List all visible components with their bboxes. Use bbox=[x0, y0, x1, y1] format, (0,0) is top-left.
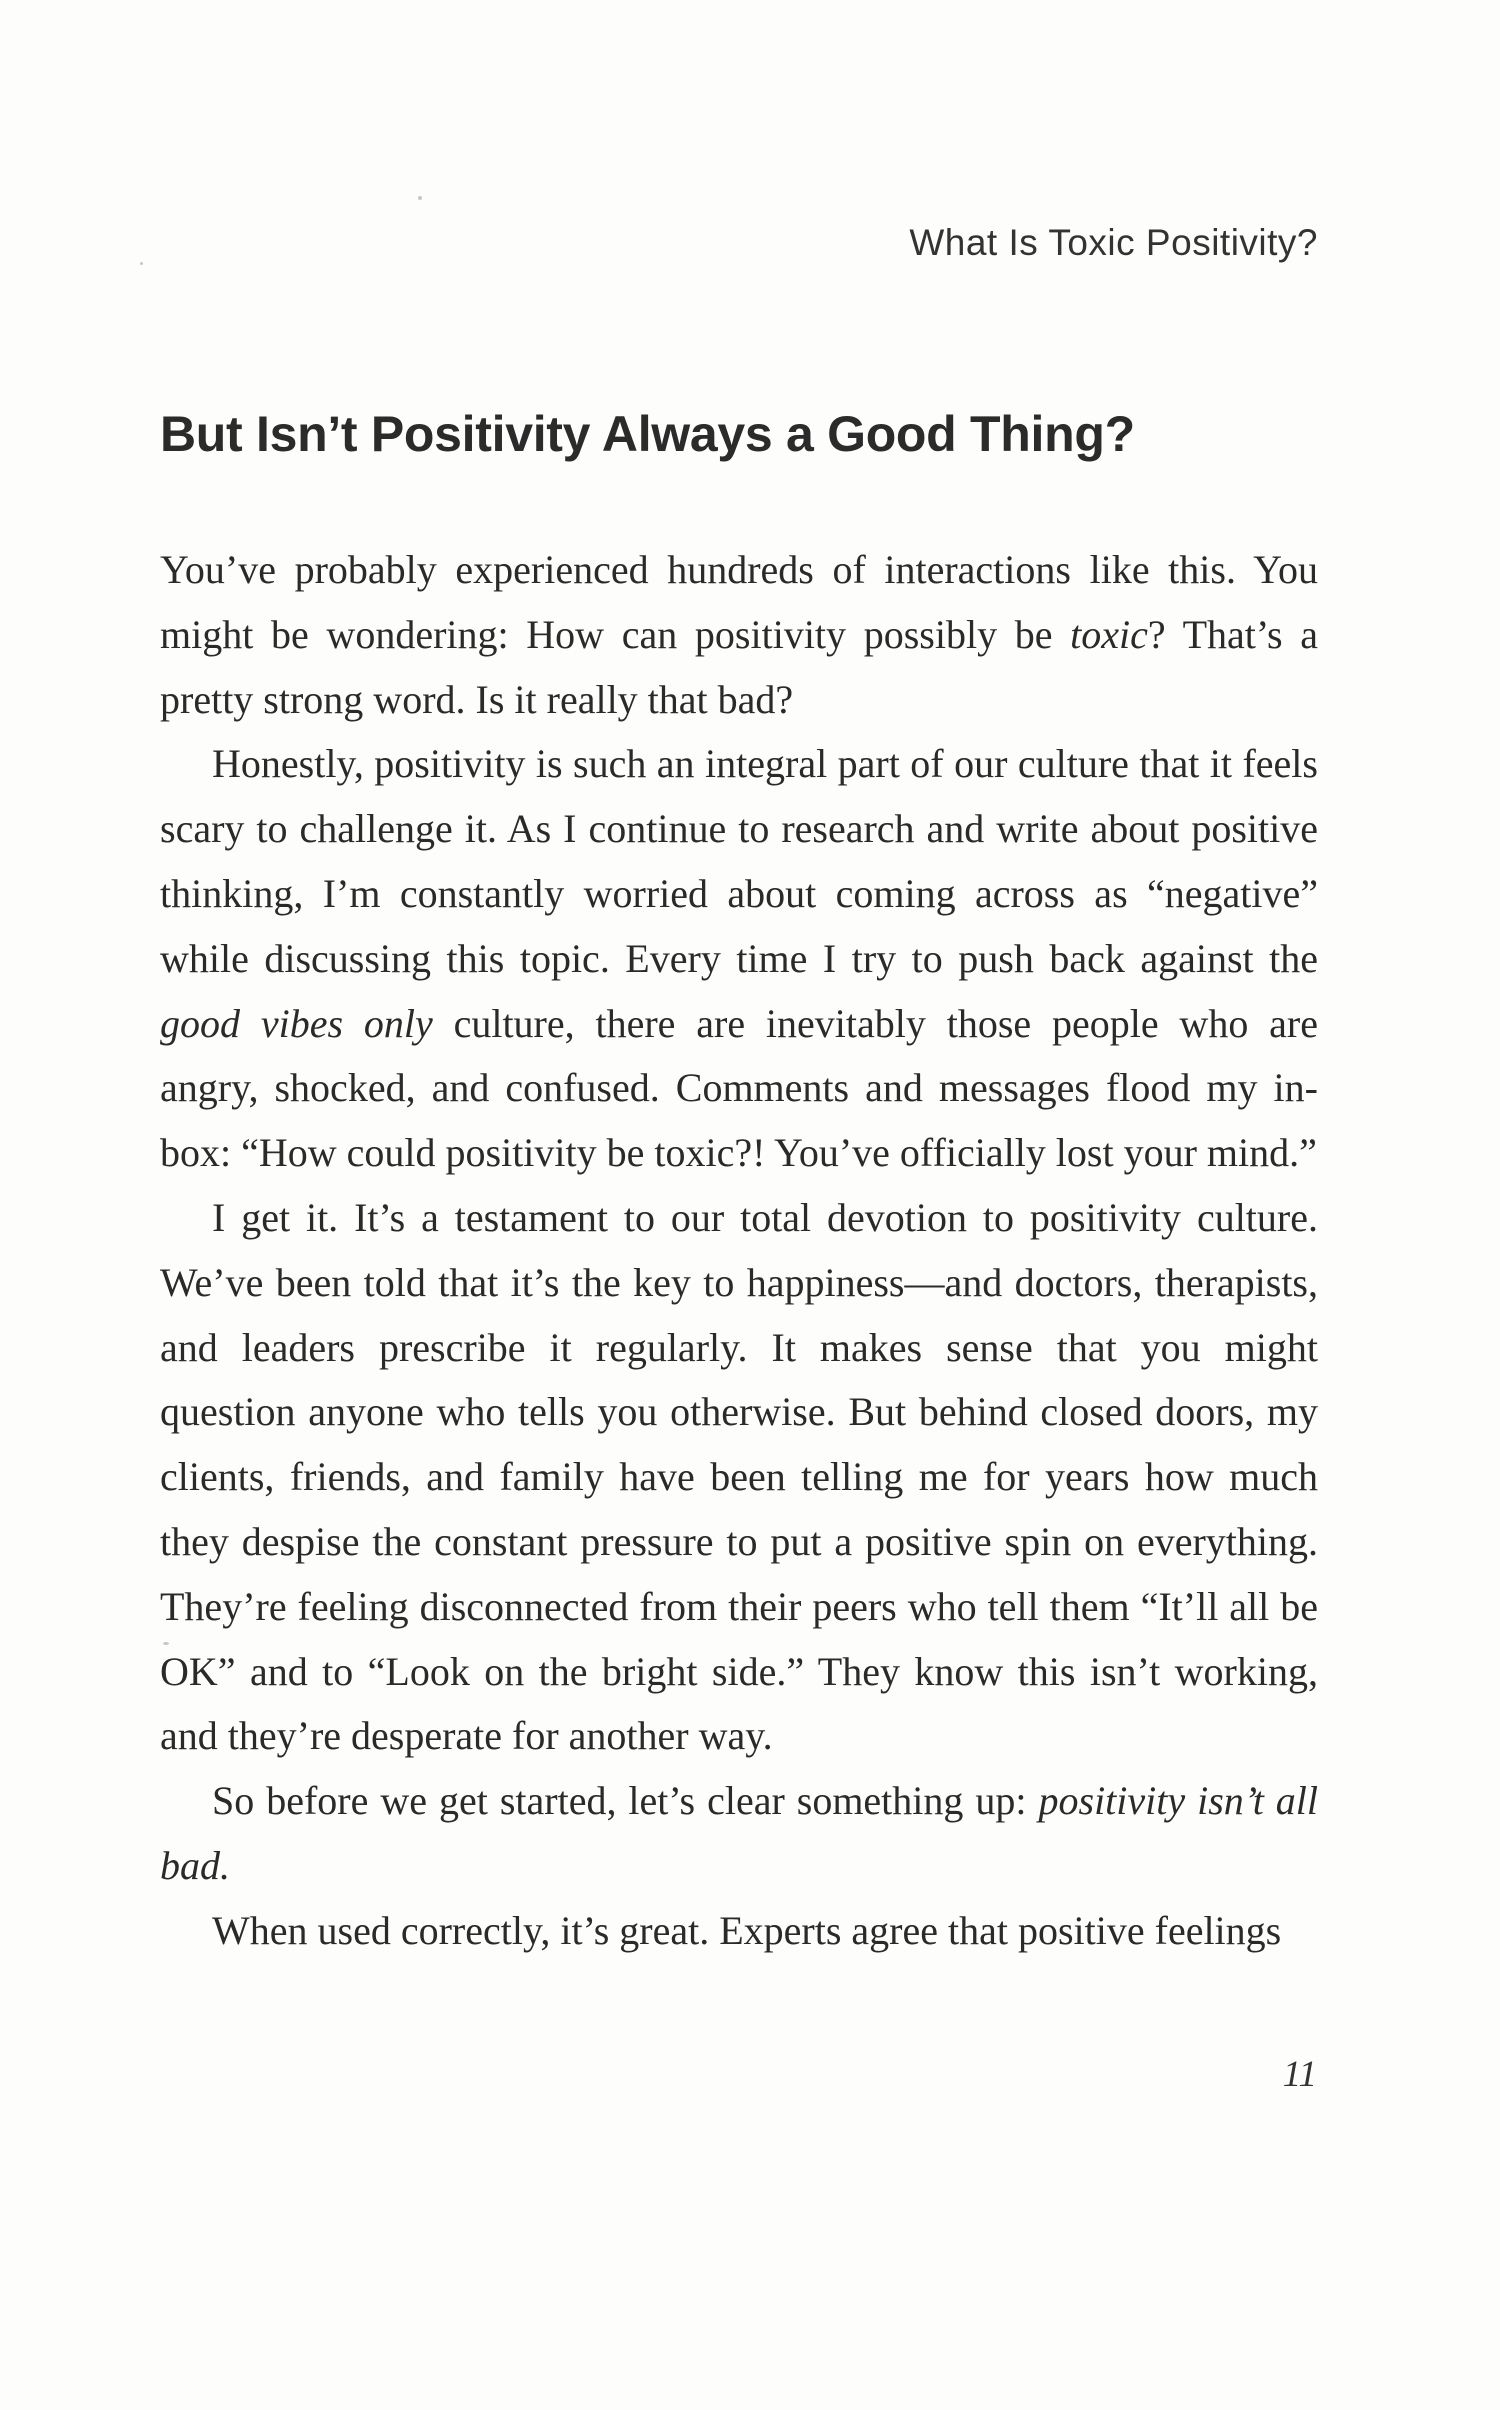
paragraph-4-text: So before we get started, let’s clear something up: bbox=[212, 1778, 1039, 1824]
paragraph-1-emphasis: toxic bbox=[1070, 611, 1148, 657]
paragraph-2 bbox=[160, 732, 1318, 1186]
scan-speck bbox=[140, 262, 143, 265]
running-head: What Is Toxic Positivity? bbox=[909, 222, 1318, 263]
paragraph-4 bbox=[160, 1769, 1318, 1899]
paragraph-5: When used correctly, it’s great. Experts agree that positive feelings bbox=[212, 1907, 1282, 1953]
paragraph-3: I get it. It’s a testament to our total devotion to positivity culture. We’ve been told that it’s the key to happiness—and doctors, therapists, and leaders prescribe it regularly. It makes sense that you might question anyone who tells you otherwise. But behind closed doors, my clients, friends, and family have been telling me for years how much they despise the constant pressure to put a positive spin on everything. They’re feeling disconnected from their peers who tell them “It’ll all be OK” and to “Look on the bright side.” They know this isn’t working, and they’re desperate for another way. bbox=[160, 1194, 1318, 1759]
body-text bbox=[160, 538, 1318, 1964]
paragraph-1-text-a: You’ve probably experienced hundreds of interactions like this. You might be wondering: How can positivity possibly be bbox=[160, 547, 1318, 657]
paragraph-2-text-a: Honestly, positivity is such an integral part of our culture that it feels scary to challenge it. As I continue to research and write about positive thinking, I’m constantly worried about coming across as “negative” while discussing this topic. Every time I try to push back against the bbox=[160, 741, 1318, 981]
scan-speck bbox=[418, 196, 422, 200]
paragraph-4-emphasis: positivity isn’t all bad. bbox=[160, 1778, 1319, 1888]
paragraph-2-emphasis: good vibes only bbox=[160, 1000, 433, 1046]
page-number: 11 bbox=[1282, 2054, 1317, 2095]
section-heading: But Isn’t Positivity Always a Good Thing? bbox=[160, 406, 1135, 462]
paragraph-1-text-b: ? That’s a pretty strong word. Is it really that bad? bbox=[160, 611, 1319, 722]
paragraph-2-text-b: culture, there are inevitably those people who are angry, shocked, and confused. Comments and messages flood my in-box: “How could positivity be toxic?! You’ve officially lost your mind.” bbox=[160, 1000, 1318, 1176]
scan-speck bbox=[163, 1642, 169, 1645]
paragraph-1 bbox=[160, 538, 1318, 732]
